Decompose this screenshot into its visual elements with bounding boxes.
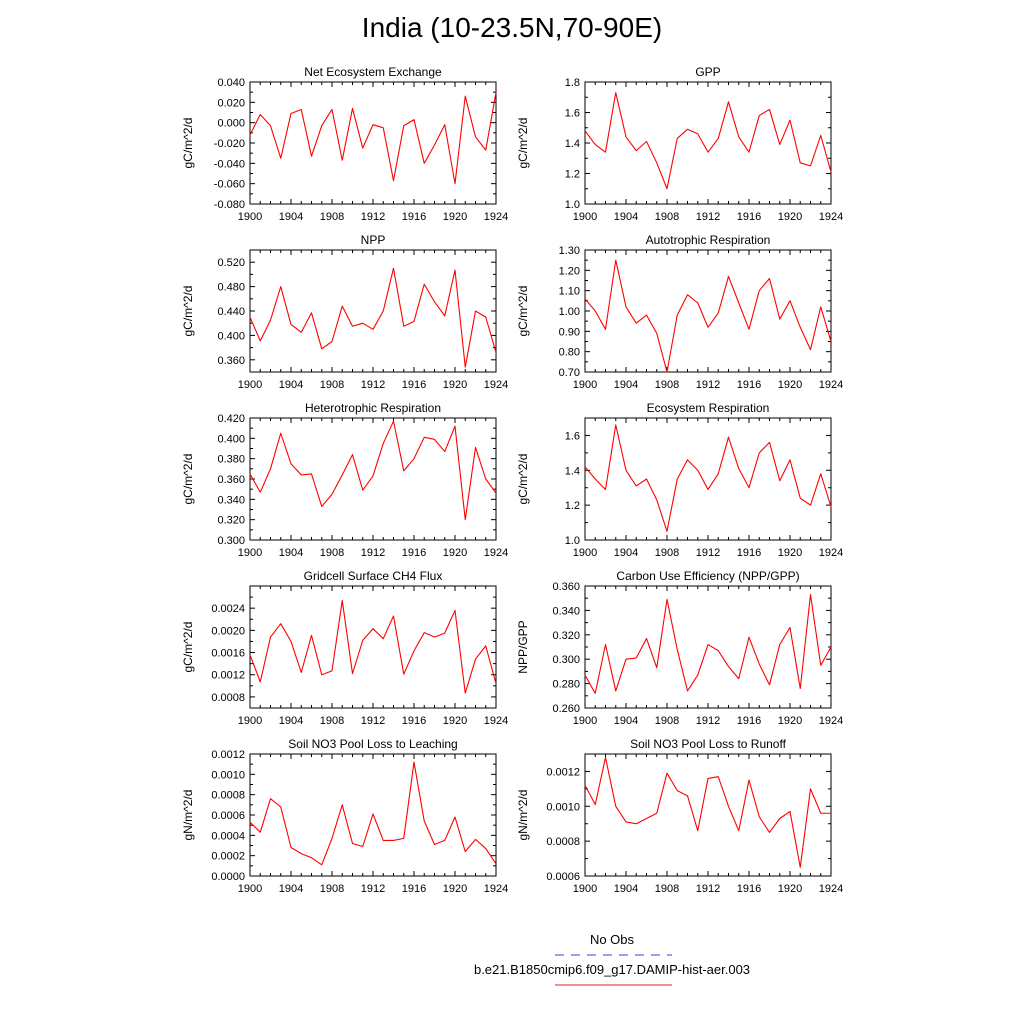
y-tick-label: 1.00 — [558, 306, 580, 318]
y-axis-label: gC/m^2/d — [181, 117, 195, 169]
y-tick-label: 0.0010 — [546, 801, 580, 814]
legend-label-model-run: b.e21.B1850cmip6.f09_g17.DAMIP-hist-aer.003 — [473, 962, 751, 977]
x-tick-label: 1920 — [442, 211, 468, 223]
y-tick-label: 0.260 — [552, 703, 580, 715]
panel-title: NPP — [360, 233, 386, 247]
series-line — [250, 762, 496, 865]
x-tick-label: 1916 — [401, 547, 427, 559]
y-axis-label: gC/m^2/d — [516, 285, 530, 337]
y-tick-label: 1.4 — [564, 138, 580, 150]
y-tick-label: 1.6 — [564, 107, 580, 120]
y-tick-label: 0.0024 — [211, 603, 245, 616]
x-tick-label: 1920 — [777, 883, 803, 895]
x-tick-label: 1912 — [695, 547, 721, 559]
x-tick-label: 1924 — [818, 547, 844, 559]
x-tick-label: 1904 — [613, 715, 639, 727]
x-tick-label: 1908 — [319, 379, 345, 391]
series-line — [250, 92, 496, 184]
y-tick-label: 0.70 — [558, 367, 580, 379]
x-tick-label: 1912 — [695, 211, 721, 223]
y-tick-label: 0.0016 — [211, 647, 245, 660]
y-tick-label: 0.520 — [217, 257, 245, 270]
x-tick-label: 1900 — [572, 211, 598, 223]
y-tick-label: 0.480 — [217, 281, 245, 294]
y-tick-label: -0.020 — [213, 138, 245, 150]
y-tick-label: 0.0012 — [211, 749, 245, 761]
y-tick-label: 0.0002 — [211, 850, 245, 863]
x-tick-label: 1912 — [360, 547, 386, 559]
x-tick-label: 1916 — [736, 379, 762, 391]
y-axis-label: NPP/GPP — [516, 620, 530, 674]
x-tick-label: 1920 — [442, 379, 468, 391]
panel-7 — [516, 569, 843, 727]
y-tick-label: 1.20 — [558, 265, 580, 278]
y-axis-label: gC/m^2/d — [516, 117, 530, 169]
y-tick-label: 0.280 — [552, 678, 580, 691]
plot-frame — [250, 418, 496, 540]
y-tick-label: 0.360 — [217, 354, 245, 367]
panel-title: Net Ecosystem Exchange — [304, 65, 442, 79]
y-tick-label: 0.340 — [217, 494, 245, 507]
y-tick-label: 0.0012 — [211, 669, 245, 682]
x-tick-label: 1912 — [360, 211, 386, 223]
y-tick-label: 1.0 — [564, 535, 580, 547]
y-tick-label: 0.380 — [217, 453, 245, 466]
x-tick-label: 1916 — [736, 883, 762, 895]
x-tick-label: 1912 — [695, 883, 721, 895]
legend-label-no-obs: No Obs — [589, 932, 635, 947]
y-tick-label: 0.000 — [217, 117, 245, 130]
y-tick-label: 0.360 — [552, 581, 580, 593]
x-tick-label: 1908 — [654, 715, 680, 727]
x-tick-label: 1900 — [572, 547, 598, 559]
plot-frame — [585, 418, 831, 540]
y-tick-label: 0.320 — [552, 629, 580, 642]
series-line — [250, 268, 496, 367]
x-tick-label: 1908 — [654, 547, 680, 559]
x-tick-label: 1900 — [572, 883, 598, 895]
panel-5 — [516, 401, 843, 559]
y-tick-label: 1.10 — [558, 285, 580, 298]
x-tick-label: 1900 — [237, 883, 263, 895]
x-tick-label: 1908 — [319, 211, 345, 223]
x-tick-label: 1900 — [572, 715, 598, 727]
y-tick-label: 0.0010 — [211, 769, 245, 782]
panel-title: Ecosystem Respiration — [646, 401, 770, 415]
y-tick-label: 0.300 — [217, 535, 245, 547]
x-tick-label: 1908 — [319, 883, 345, 895]
y-tick-label: 0.400 — [217, 330, 245, 343]
y-tick-label: 0.90 — [558, 326, 580, 339]
y-tick-label: 0.400 — [217, 433, 245, 446]
y-tick-label: 1.4 — [564, 465, 580, 478]
x-tick-label: 1904 — [278, 715, 304, 727]
panel-6 — [181, 569, 508, 727]
panel-4 — [181, 401, 508, 559]
x-tick-label: 1912 — [360, 715, 386, 727]
plot-frame — [585, 82, 831, 204]
x-tick-label: 1912 — [695, 379, 721, 391]
x-tick-label: 1916 — [736, 715, 762, 727]
y-tick-label: -0.060 — [213, 178, 245, 191]
y-tick-label: 0.340 — [552, 605, 580, 618]
y-tick-label: 1.30 — [558, 245, 580, 257]
panel-title: GPP — [695, 65, 721, 79]
y-tick-label: 0.040 — [217, 77, 245, 89]
y-tick-label: -0.040 — [213, 158, 245, 171]
y-axis-label: gC/m^2/d — [181, 453, 195, 505]
x-tick-label: 1904 — [278, 211, 304, 223]
y-tick-label: 0.0008 — [546, 836, 580, 849]
y-tick-label: 0.0008 — [211, 691, 245, 704]
x-tick-label: 1920 — [442, 715, 468, 727]
x-tick-label: 1920 — [777, 379, 803, 391]
x-tick-label: 1908 — [319, 547, 345, 559]
panel-3 — [516, 233, 843, 391]
x-tick-label: 1900 — [572, 379, 598, 391]
y-tick-label: 1.2 — [564, 168, 580, 181]
y-tick-label: 0.300 — [552, 654, 580, 667]
x-tick-label: 1900 — [237, 211, 263, 223]
y-tick-label: 0.0006 — [546, 871, 580, 883]
y-tick-label: 0.420 — [217, 413, 245, 425]
x-tick-label: 1900 — [237, 379, 263, 391]
x-tick-label: 1924 — [483, 715, 509, 727]
series-line — [585, 595, 831, 694]
y-tick-label: 0.0006 — [211, 810, 245, 822]
y-axis-label: gC/m^2/d — [181, 621, 195, 673]
x-tick-label: 1908 — [654, 211, 680, 223]
y-axis-label: gC/m^2/d — [181, 285, 195, 337]
panel-0 — [181, 65, 508, 223]
x-tick-label: 1904 — [278, 379, 304, 391]
x-tick-label: 1916 — [736, 211, 762, 223]
x-tick-label: 1908 — [654, 883, 680, 895]
y-tick-label: 1.8 — [564, 77, 580, 89]
y-axis-label: gC/m^2/d — [516, 453, 530, 505]
x-tick-label: 1920 — [777, 547, 803, 559]
x-tick-label: 1912 — [360, 379, 386, 391]
y-tick-label: 1.0 — [564, 199, 580, 211]
x-tick-label: 1912 — [695, 715, 721, 727]
panel-title: Heterotrophic Respiration — [304, 401, 442, 415]
x-tick-label: 1920 — [777, 211, 803, 223]
panel-title: Autotrophic Respiration — [645, 233, 771, 247]
series-line — [585, 260, 831, 372]
panel-1 — [516, 65, 843, 223]
y-axis-label: gN/m^2/d — [516, 789, 530, 841]
series-line — [585, 93, 831, 189]
plot-frame — [585, 586, 831, 708]
x-tick-label: 1924 — [818, 379, 844, 391]
figure-title: India (10-23.5N,70-90E) — [361, 12, 663, 43]
plot-frame — [250, 82, 496, 204]
y-tick-label: -0.080 — [213, 199, 245, 211]
y-tick-label: 0.80 — [558, 346, 580, 359]
y-axis-label: gN/m^2/d — [181, 789, 195, 841]
x-tick-label: 1924 — [818, 883, 844, 895]
x-tick-label: 1916 — [401, 379, 427, 391]
x-tick-label: 1904 — [613, 883, 639, 895]
x-tick-label: 1924 — [483, 211, 509, 223]
x-tick-label: 1916 — [401, 883, 427, 895]
x-tick-label: 1920 — [442, 547, 468, 559]
panel-title: Gridcell Surface CH4 Flux — [303, 569, 443, 583]
y-tick-label: 0.0008 — [211, 789, 245, 802]
x-tick-label: 1908 — [654, 379, 680, 391]
x-tick-label: 1900 — [237, 547, 263, 559]
x-tick-label: 1920 — [777, 715, 803, 727]
x-tick-label: 1920 — [442, 883, 468, 895]
y-tick-label: 0.320 — [217, 514, 245, 527]
x-tick-label: 1904 — [613, 547, 639, 559]
x-tick-label: 1908 — [319, 715, 345, 727]
panel-9 — [516, 737, 843, 895]
y-tick-label: 1.6 — [564, 430, 580, 443]
series-line — [250, 600, 496, 693]
x-tick-label: 1900 — [237, 715, 263, 727]
x-tick-label: 1924 — [818, 715, 844, 727]
x-tick-label: 1916 — [401, 211, 427, 223]
y-tick-label: 0.0020 — [211, 625, 245, 638]
panel-title: Carbon Use Efficiency (NPP/GPP) — [616, 569, 800, 583]
y-tick-label: 0.360 — [217, 474, 245, 486]
x-tick-label: 1924 — [818, 211, 844, 223]
y-tick-label: 0.0000 — [211, 871, 245, 883]
x-tick-label: 1904 — [613, 211, 639, 223]
y-tick-label: 1.2 — [564, 500, 580, 513]
panel-2 — [181, 233, 508, 391]
y-tick-label: 0.440 — [217, 306, 245, 318]
panel-8 — [181, 737, 508, 895]
x-tick-label: 1904 — [613, 379, 639, 391]
series-line — [250, 421, 496, 520]
x-tick-label: 1916 — [401, 715, 427, 727]
series-line — [585, 757, 831, 867]
x-tick-label: 1916 — [736, 547, 762, 559]
x-tick-label: 1912 — [360, 883, 386, 895]
y-tick-label: 0.0004 — [211, 830, 245, 843]
x-tick-label: 1904 — [278, 883, 304, 895]
y-tick-label: 0.0012 — [546, 766, 580, 779]
x-tick-label: 1924 — [483, 883, 509, 895]
y-tick-label: 0.020 — [217, 97, 245, 110]
x-tick-label: 1924 — [483, 379, 509, 391]
panel-title: Soil NO3 Pool Loss to Leaching — [288, 737, 458, 751]
series-line — [585, 425, 831, 531]
x-tick-label: 1904 — [278, 547, 304, 559]
panel-title: Soil NO3 Pool Loss to Runoff — [630, 737, 786, 751]
x-tick-label: 1924 — [483, 547, 509, 559]
